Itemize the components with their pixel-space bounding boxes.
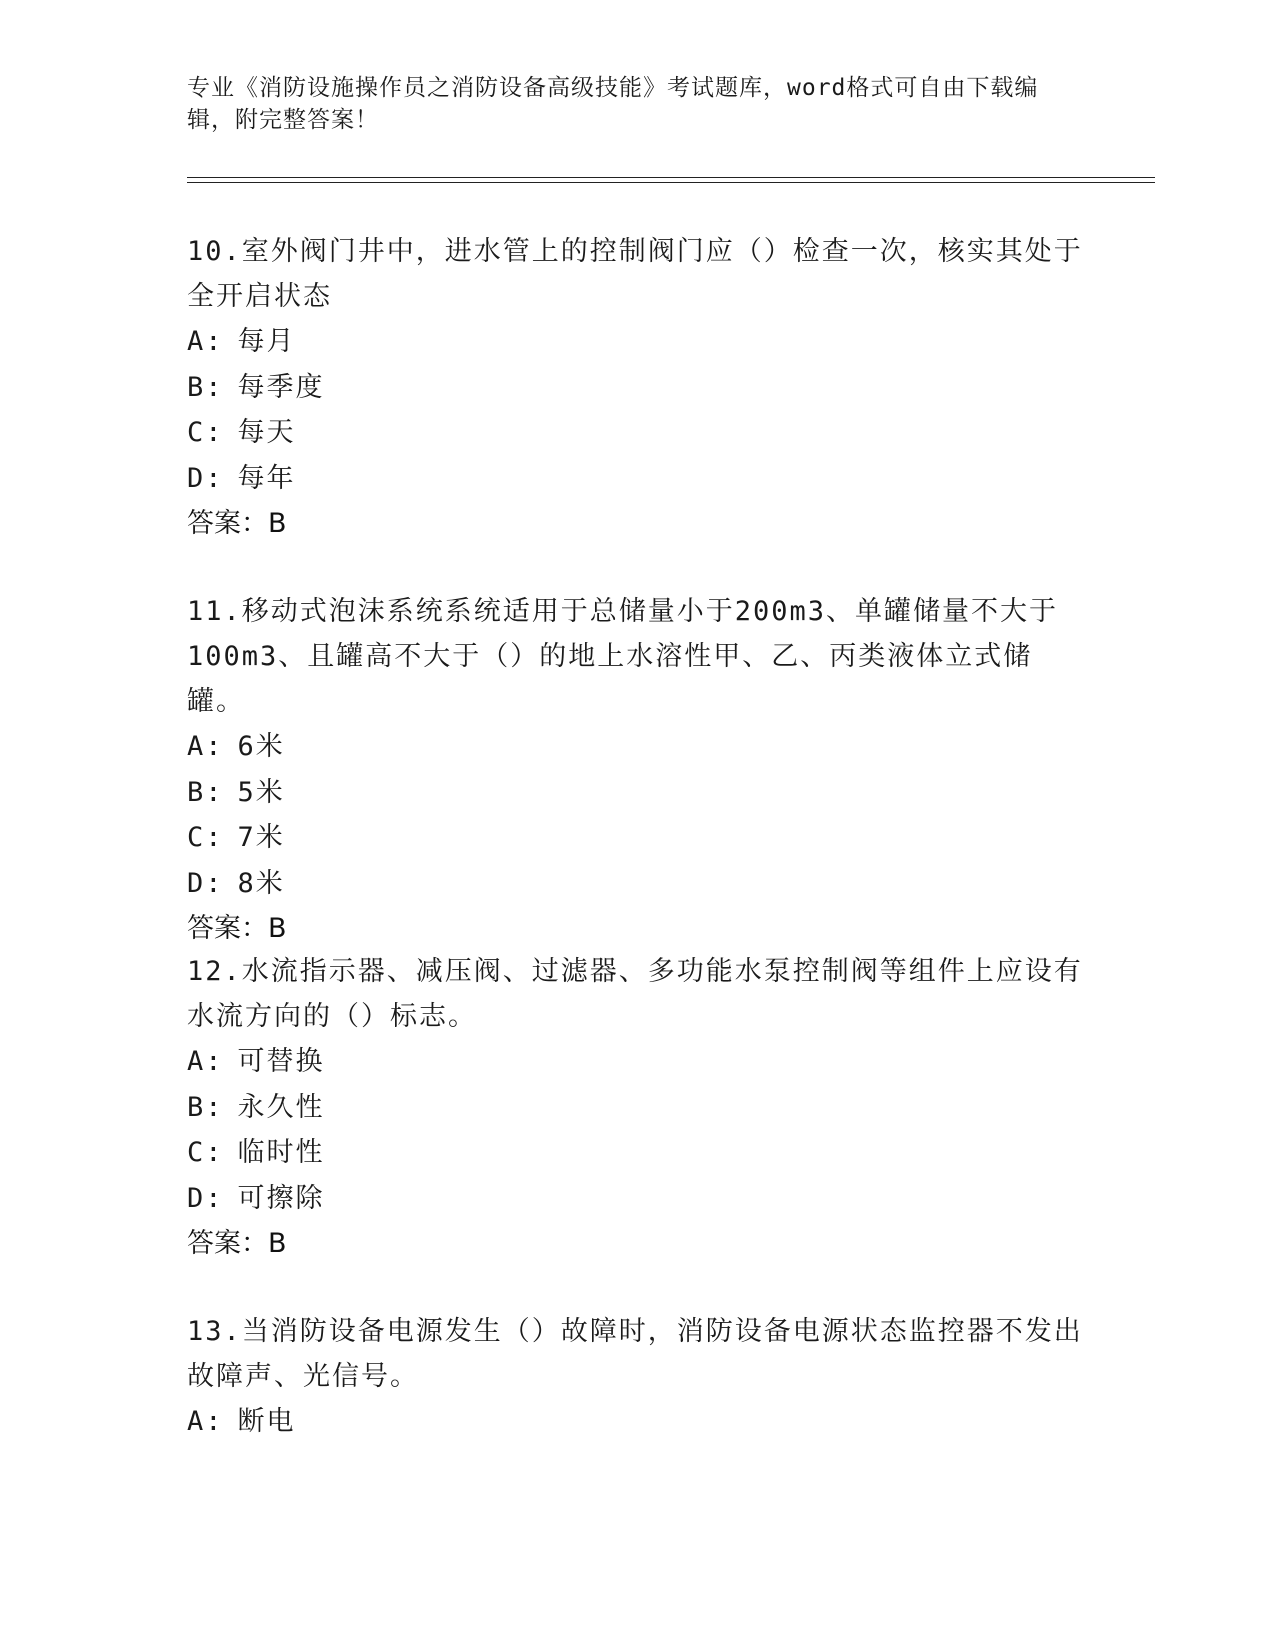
option-text: 6米 <box>237 731 285 762</box>
option-text: 每年 <box>237 462 296 494</box>
option-b <box>187 770 1087 816</box>
option-d <box>187 456 1087 502</box>
option-b <box>187 1085 1087 1131</box>
option-key: C: <box>187 822 224 853</box>
option-key: C: <box>187 417 224 448</box>
document-header: 专业《消防设施操作员之消防设备高级技能》考试题库，word格式可自由下载编辑，附完整答案！ <box>187 75 1039 133</box>
option-text: 7米 <box>237 822 285 853</box>
question-10 <box>187 229 1087 546</box>
option-text: 每月 <box>237 326 296 357</box>
option-key: D: <box>187 1182 224 1214</box>
question-stem: 12.水流指示器、减压阀、过滤器、多功能水泵控制阀等组件上应设有水流方向的（）标志。 <box>187 956 1083 1032</box>
header-divider-bottom <box>187 182 1155 183</box>
option-text: 每季度 <box>237 371 325 403</box>
option-a <box>187 1039 1087 1085</box>
question-11 <box>187 589 1087 951</box>
option-text: 永久性 <box>237 1091 325 1123</box>
option-c <box>187 815 1087 861</box>
option-b <box>187 365 1087 411</box>
option-text: 5米 <box>237 776 285 808</box>
option-a <box>187 319 1087 365</box>
answer-line: 答案：B <box>187 1228 287 1259</box>
option-key: B: <box>187 776 224 808</box>
header-divider-top <box>187 177 1155 178</box>
option-text: 可替换 <box>237 1046 325 1077</box>
option-key: B: <box>187 1091 224 1123</box>
question-stem: 11.移动式泡沫系统系统适用于总储量小于200m3、单罐储量不大于100m3、且罐高不大于（）的地上水溶性甲、乙、丙类液体立式储罐。 <box>187 596 1059 717</box>
answer-line: 答案：B <box>187 913 287 944</box>
option-c <box>187 410 1087 456</box>
option-d <box>187 1176 1087 1222</box>
question-stem: 13.当消防设备电源发生（）故障时，消防设备电源状态监控器不发出故障声、光信号。 <box>187 1316 1083 1392</box>
option-text: 临时性 <box>237 1137 325 1168</box>
option-a <box>187 1399 1087 1445</box>
option-a <box>187 724 1087 770</box>
option-key: A: <box>187 326 224 357</box>
option-d <box>187 861 1087 907</box>
option-text: 每天 <box>237 417 296 448</box>
option-key: C: <box>187 1137 224 1168</box>
option-text: 8米 <box>237 867 285 899</box>
answer-line: 答案：B <box>187 508 287 539</box>
option-key: D: <box>187 462 224 494</box>
option-key: A: <box>187 731 224 762</box>
option-key: A: <box>187 1046 224 1077</box>
question-stem: 10.室外阀门井中，进水管上的控制阀门应（）检查一次，核实其处于全开启状态 <box>187 236 1083 312</box>
option-key: B: <box>187 371 224 403</box>
option-key: A: <box>187 1406 224 1437</box>
question-13 <box>187 1309 1087 1445</box>
question-12 <box>187 949 1087 1266</box>
option-key: D: <box>187 867 224 899</box>
option-text: 断电 <box>237 1406 296 1437</box>
option-c <box>187 1130 1087 1176</box>
option-text: 可擦除 <box>237 1182 325 1214</box>
